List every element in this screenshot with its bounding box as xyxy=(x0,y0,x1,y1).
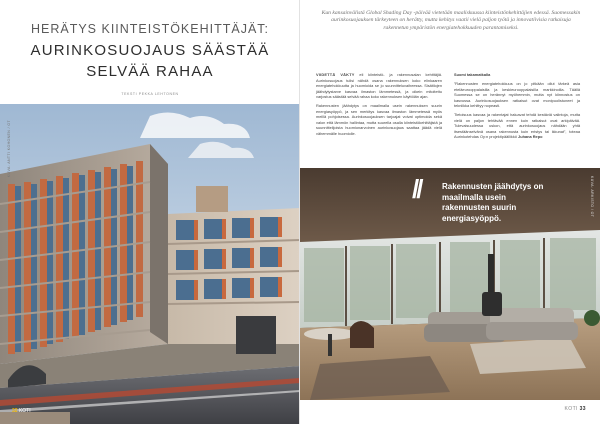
folio-right xyxy=(565,406,586,412)
text-column-2 xyxy=(454,72,580,144)
paragraph-text: eli kiinteistö- ja rakennusalan kehittäjiä. Aurinkosuojaus tulisi nähdä osana rakennuksen koko elinkaaren energiatehokkuutta ja huomioida se jo suunnitteluvaiheessa. Sisätilojen jäähdytystarve kasvaa ilmaston lämmetessä, ja oikein mitoitettu varjostus säästää selvää rahaa koko rakennuksen käyttöiän ajan. xyxy=(316,72,442,100)
paragraph xyxy=(454,112,580,140)
folio-brand-right: KOTI xyxy=(564,406,578,412)
lead-in: VIIDETTÄ VÄKTY xyxy=(316,72,355,77)
article-headline xyxy=(0,40,300,82)
page-number-left: 32 xyxy=(12,408,18,414)
paragraph-text: Tietoisuus kasvaa ja rakentajat haluavat tehdä kestäviä valintoja, mutta vielä on paljon tehtävää ennen kuin ratkaisut ovat arkipäivää. Tulevaisuudessa uskon, että aurinkosuojaus nähdään yhtä itsestäänselvänä osana rakennusta kuin eristys tai ikkunat”, toteaa Aurinkotehdas Oy:n projektipäällikkö xyxy=(454,112,580,140)
quoted-person: Juhana Repo xyxy=(518,134,543,140)
byline: TEKSTI PEKKA LEHTONEN xyxy=(121,92,179,96)
subheading: Suomi takamatkalla xyxy=(454,72,491,77)
paragraph: ”Rakennusten energiatehokkuus on jo pitkään ollut tärkeä asia eteläeurooppalaisilla ja keskieurooppalaisilla markkinoilla. Täällä Suomessa se on herännyt myöhemmin, mutta nyt kiinnostus on kasvussa. Aurinkosuojauksen ratkaisut ovat monipuolistuneet ja tekniikka kehittyy nopeasti. xyxy=(454,81,580,109)
headline-line-1: AURINKOSUOJAUS SÄÄSTÄÄ xyxy=(30,42,270,59)
text-column-1 xyxy=(316,72,442,140)
headline-line-2: SELVÄÄ RAHAA xyxy=(86,63,214,80)
building-photo xyxy=(0,104,300,424)
article-lead: Kun kansainvälistä Global Shading Day -päivää vietetään maaliskuussa kiinteistönkehittäjien edessä. Suomessakin aurinkosuojauksen tärkeyteen on herätty, mutta kehitys vaatii vielä paljon työtä ja innovatiivisia ratkaisuja rakennetun ympäristön energiatehokkuuden parantamiseksi. xyxy=(321,10,581,31)
pull-quote: Rakennusten jäähdytys on maailmalla usein rakennusten suurin energiasyöppö. xyxy=(442,182,544,223)
paragraph: Rakennusten jäähdytys on maailmalla usein rakennuksen suurin energiasyöppö, ja sen merkitys kasvaa ilmaston lämmetessä myös meillä pohjoisessa. Aurinkosuojauksen tarjoajat voivat optimoida sekä valon että lämmön hallintaa, mutta suurella osalla kiinteistökehittäjistä ja suunnittelijoista huomionarvoinen aurinkosuojaus saattaa jäädä vielä vähemmälle huomiolle. xyxy=(316,103,442,136)
folio-left xyxy=(12,408,31,414)
photo-credit-left: KUVA: ANTTI KOHONEN / OT xyxy=(7,120,11,178)
folio-brand-left: KOTI xyxy=(18,408,31,414)
quote-mark-icon: // xyxy=(412,174,421,204)
article-kicker: HERÄTYS KIINTEISTÖKEHITTÄJÄT: xyxy=(30,22,270,36)
paragraph xyxy=(316,72,442,100)
building-illustration xyxy=(0,104,300,424)
page-number-right: 33 xyxy=(579,406,586,412)
photo-credit-right: KUVA: ARKISTO / OT xyxy=(590,176,594,218)
